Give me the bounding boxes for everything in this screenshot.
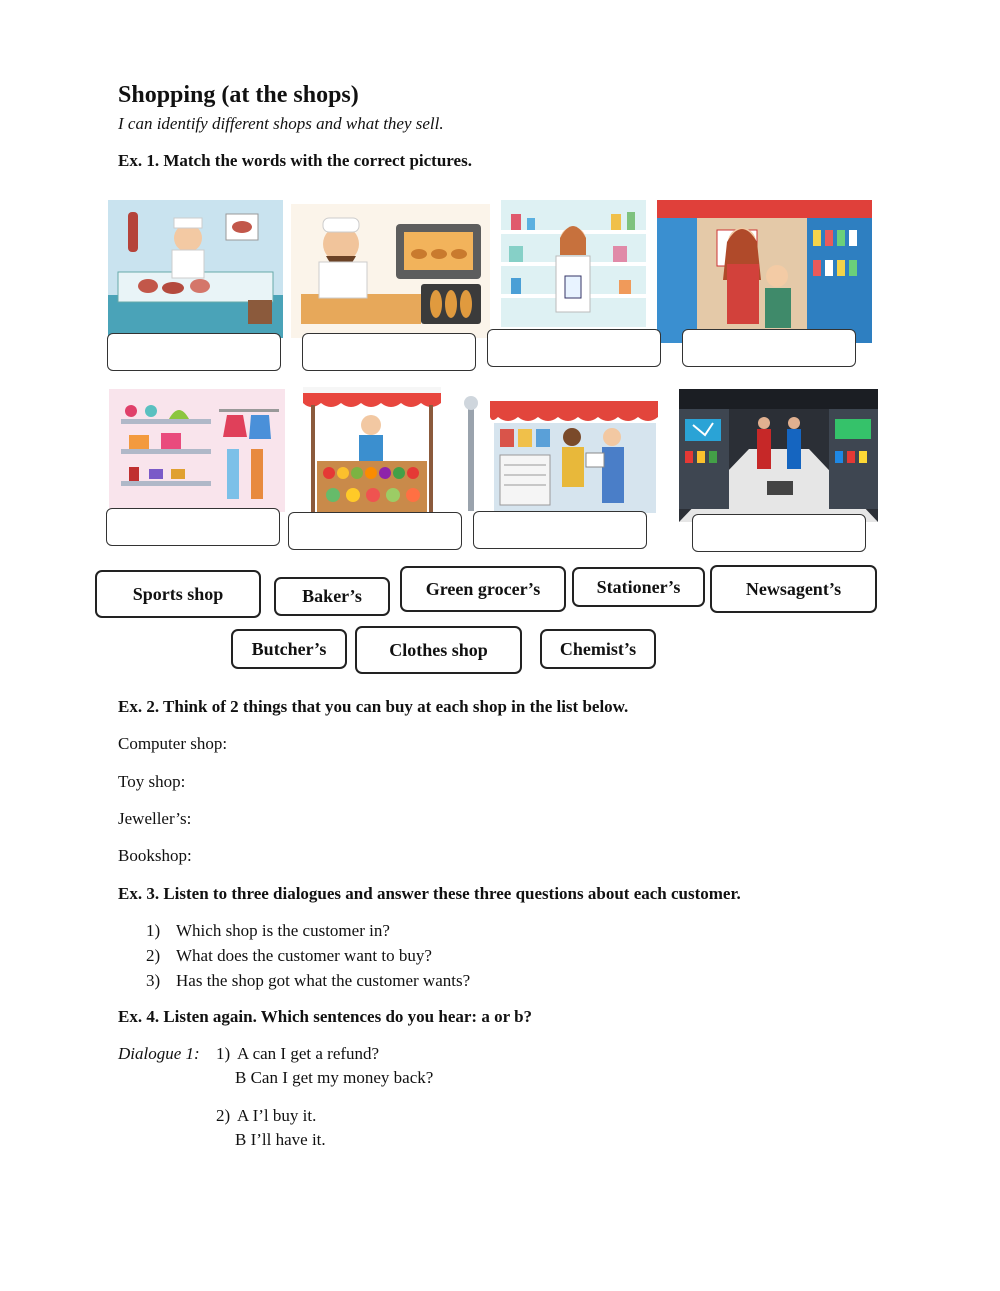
word-card-sports-shop[interactable]: Sports shop	[95, 570, 261, 618]
word-card-bakers[interactable]: Baker’s	[274, 577, 390, 616]
pharmacy-picture	[501, 200, 646, 327]
stationery-shop-picture	[657, 200, 872, 343]
item-2-option-b: B I’ll have it.	[235, 1130, 326, 1149]
answer-box-5[interactable]	[106, 508, 280, 546]
item-1-option-a: A can I get a refund?	[237, 1044, 380, 1063]
word-card-butchers[interactable]: Butcher’s	[231, 629, 347, 669]
shop-line-bookshop: Bookshop:	[118, 846, 192, 865]
clothes-shop-picture	[109, 389, 285, 512]
item-1-option-b: B Can I get my money back?	[235, 1068, 434, 1087]
answer-box-4[interactable]	[682, 329, 856, 367]
dialogue-label: Dialogue 1:	[118, 1044, 200, 1063]
answer-box-2[interactable]	[302, 333, 476, 371]
question-item: 1) Which shop is the customer in?	[146, 921, 390, 940]
sports-shop-picture	[679, 389, 878, 522]
word-card-green-grocers[interactable]: Green grocer’s	[400, 566, 566, 612]
answer-box-7[interactable]	[473, 511, 647, 549]
word-card-clothes-shop[interactable]: Clothes shop	[355, 626, 522, 674]
ex2-heading: Ex. 2. Think of 2 things that you can buy at each shop in the list below.	[118, 697, 629, 716]
ex3-heading: Ex. 3. Listen to three dialogues and answer these three questions about each customer.	[118, 884, 741, 903]
page-subtitle: I can identify different shops and what they sell.	[118, 114, 444, 133]
bakery-picture	[291, 204, 490, 338]
greengrocer-stall-picture	[303, 387, 441, 516]
shop-line-jewellers: Jeweller’s:	[118, 809, 192, 828]
answer-box-6[interactable]	[288, 512, 462, 550]
ex1-heading: Ex. 1. Match the words with the correct pictures.	[118, 151, 472, 170]
question-item: 3) Has the shop got what the customer wants?	[146, 971, 471, 990]
item-2-option-a: A I’l buy it.	[237, 1106, 317, 1125]
answer-box-8[interactable]	[692, 514, 866, 552]
word-card-newsagents[interactable]: Newsagent’s	[710, 565, 877, 613]
answer-box-3[interactable]	[487, 329, 661, 367]
ex4-heading: Ex. 4. Listen again. Which sentences do you hear: a or b?	[118, 1007, 533, 1026]
shop-line-toy: Toy shop:	[118, 772, 186, 791]
question-list	[146, 918, 470, 993]
word-card-stationers[interactable]: Stationer’s	[572, 567, 705, 607]
newsagent-stall-picture	[462, 393, 660, 515]
answer-box-1[interactable]	[107, 333, 281, 371]
item-2-number: 2)	[216, 1106, 231, 1125]
item-1-number: 1)	[216, 1044, 231, 1063]
shop-line-computer: Computer shop:	[118, 734, 228, 753]
question-item: 2) What does the customer want to buy?	[146, 946, 432, 965]
butcher-shop-picture	[108, 200, 283, 338]
word-card-chemists[interactable]: Chemist’s	[540, 629, 656, 669]
page-title: Shopping (at the shops)	[118, 82, 359, 108]
